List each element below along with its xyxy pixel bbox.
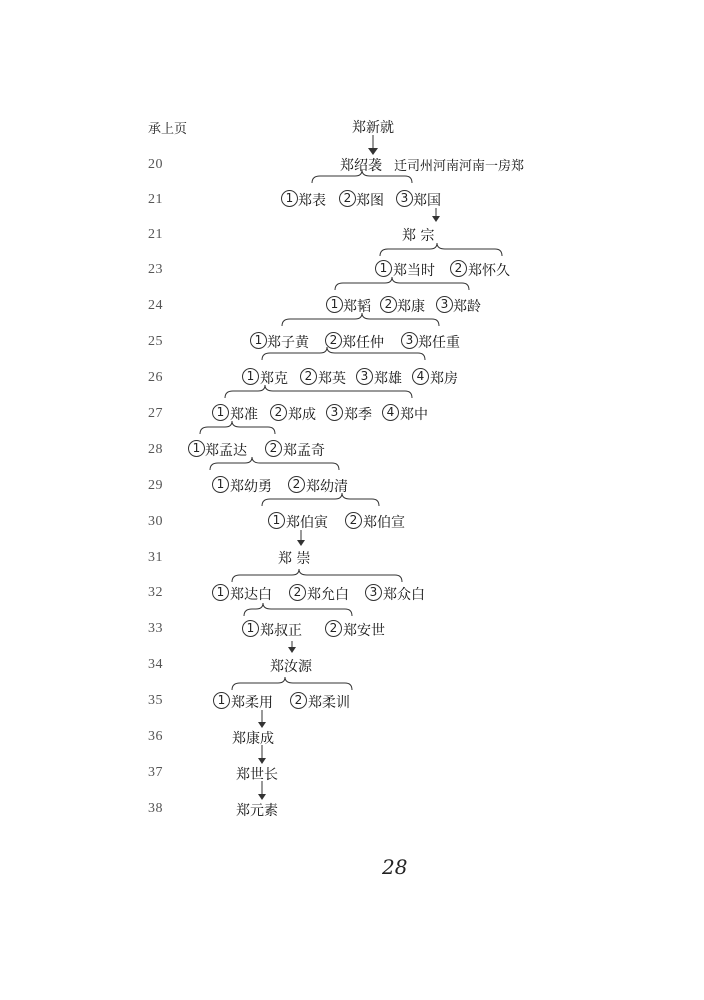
generation-number: 25 [148, 334, 163, 349]
person-name: 郑孟奇 [283, 443, 325, 459]
birth-order-circle: 4 [412, 368, 429, 385]
person-name: 郑汝源 [270, 659, 312, 675]
birth-order-circle: 2 [345, 512, 362, 529]
birth-order-circle: 2 [289, 584, 306, 601]
birth-order-circle: 1 [375, 260, 392, 277]
birth-order-circle: 1 [212, 584, 229, 601]
person-name: 郑任仲 [342, 335, 384, 351]
person-name: 郑叔正 [260, 623, 302, 639]
person-name: 郑康 [397, 299, 425, 315]
continued-from-previous-page-label: 承上页 [148, 122, 188, 137]
birth-order-circle: 2 [265, 440, 282, 457]
root-name: 郑新就 [352, 120, 394, 136]
page-number: 28 [382, 855, 408, 879]
generation-number: 29 [148, 478, 163, 493]
generation-number: 37 [148, 765, 163, 780]
person-name: 郑韬 [343, 299, 371, 315]
generation-number: 33 [148, 621, 163, 636]
birth-order-circle: 1 [242, 620, 259, 637]
birth-order-circle: 2 [290, 692, 307, 709]
generation-number: 26 [148, 370, 163, 385]
person-name: 郑柔用 [231, 695, 273, 711]
birth-order-circle: 2 [300, 368, 317, 385]
person-name: 郑图 [356, 193, 384, 209]
generation-number: 36 [148, 729, 163, 744]
generation-number: 23 [148, 262, 163, 277]
person-name: 郑国 [413, 193, 441, 209]
person-name: 郑 崇 [278, 551, 311, 567]
person-name: 郑安世 [343, 623, 385, 639]
birth-order-circle: 3 [356, 368, 373, 385]
generation-number: 24 [148, 298, 163, 313]
birth-order-circle: 2 [380, 296, 397, 313]
generation-number: 21 [148, 192, 163, 207]
generation-number: 21 [148, 227, 163, 242]
person-name: 郑允白 [307, 587, 349, 603]
person-name: 郑克 [260, 371, 288, 387]
person-name: 郑伯宣 [363, 515, 405, 531]
generation-number: 30 [148, 514, 163, 529]
person-name: 郑幼清 [306, 479, 348, 495]
person-name: 郑成 [288, 407, 316, 423]
birth-order-circle: 2 [325, 332, 342, 349]
migration-note: 迁司州河南河南一房郑 [394, 159, 525, 174]
person-name: 郑众白 [383, 587, 425, 603]
person-name: 郑柔训 [308, 695, 350, 711]
person-name: 郑达白 [230, 587, 272, 603]
person-name: 郑世长 [236, 767, 278, 783]
birth-order-circle: 1 [326, 296, 343, 313]
birth-order-circle: 3 [365, 584, 382, 601]
person-name: 郑房 [430, 371, 458, 387]
birth-order-circle: 3 [396, 190, 413, 207]
generation-number: 28 [148, 442, 163, 457]
person-name: 郑子黄 [267, 335, 309, 351]
birth-order-circle: 1 [212, 476, 229, 493]
person-name: 郑幼勇 [230, 479, 272, 495]
birth-order-circle: 3 [436, 296, 453, 313]
birth-order-circle: 2 [450, 260, 467, 277]
person-name: 郑表 [298, 193, 326, 209]
birth-order-circle: 4 [382, 404, 399, 421]
birth-order-circle: 1 [268, 512, 285, 529]
person-name: 郑季 [344, 407, 372, 423]
generation-number: 27 [148, 406, 163, 421]
birth-order-circle: 1 [188, 440, 205, 457]
birth-order-circle: 3 [401, 332, 418, 349]
birth-order-circle: 1 [242, 368, 259, 385]
birth-order-circle: 2 [325, 620, 342, 637]
person-name: 郑怀久 [468, 263, 510, 279]
person-name: 郑龄 [453, 299, 481, 315]
birth-order-circle: 2 [288, 476, 305, 493]
person-name: 郑孟达 [205, 443, 247, 459]
person-name: 郑任重 [418, 335, 460, 351]
birth-order-circle: 2 [339, 190, 356, 207]
person-name: 郑英 [318, 371, 346, 387]
person-name: 郑伯寅 [286, 515, 328, 531]
generation-number: 32 [148, 585, 163, 600]
person-name: 郑雄 [374, 371, 402, 387]
birth-order-circle: 1 [213, 692, 230, 709]
person-name: 郑准 [230, 407, 258, 423]
person-name: 郑康成 [232, 731, 274, 747]
birth-order-circle: 1 [281, 190, 298, 207]
person-name: 郑中 [400, 407, 428, 423]
generation-number: 20 [148, 157, 163, 172]
person-name: 郑元素 [236, 803, 278, 819]
generation-number: 35 [148, 693, 163, 708]
birth-order-circle: 3 [326, 404, 343, 421]
generation-number: 31 [148, 550, 163, 565]
birth-order-circle: 1 [250, 332, 267, 349]
person-name: 郑当时 [393, 263, 435, 279]
generation-number: 38 [148, 801, 163, 816]
birth-order-circle: 2 [270, 404, 287, 421]
person-name: 郑 宗 [402, 228, 435, 244]
person-name: 郑绍袭 [340, 158, 382, 174]
generation-number: 34 [148, 657, 163, 672]
birth-order-circle: 1 [212, 404, 229, 421]
